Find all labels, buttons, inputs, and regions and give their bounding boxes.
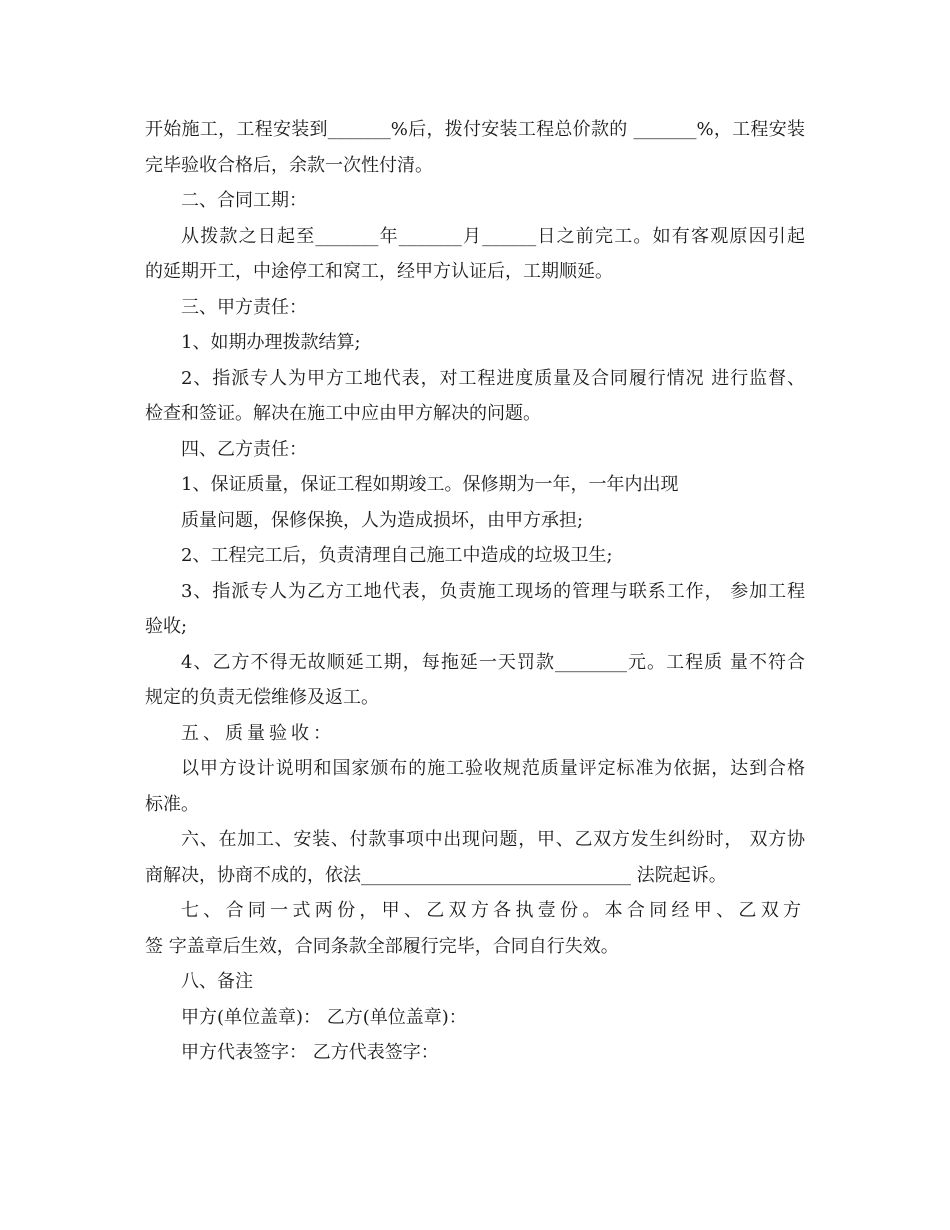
text-line: 商解决，协商不成的，依法______________________________ 法院起诉。 (145, 864, 727, 886)
text-line: 甲方(单位盖章)： 乙方(单位盖章)： (181, 1006, 467, 1028)
text-line: 二、合同工期： (181, 190, 307, 211)
text-line: 以甲方设计说明和国家颁布的施工验收规范质量评定标准为依据，达到合格 (181, 758, 805, 779)
text-line: 开始施工，工程安装到_______%后，拨付安装工程总价款的 _______%，工程安装 (145, 119, 805, 140)
text-line: 3、指派专人为乙方工地代表，负责施工现场的管理与联系工作， 参加工程 (181, 580, 805, 602)
text-line: 标准。 (145, 793, 199, 815)
text-line: 甲方代表签字： 乙方代表签字： (181, 1042, 439, 1063)
text-line: 1、如期办理拨款结算; (181, 332, 361, 353)
text-line: 检查和签证。解决在施工中应由甲方解决的问题。 (145, 403, 541, 424)
text-line: 六、在加工、安装、付款事项中出现问题，甲、乙双方发生纠纷时， 双方协 (181, 829, 805, 850)
text-line: 从拨款之日起至_______年_______月______日之前完工。如有客观原因引起 (181, 225, 805, 247)
text-line: 八、备注 (181, 971, 253, 992)
text-line: 质量问题，保修保换，人为造成损坏，由甲方承担; (181, 509, 584, 531)
text-line: 2、指派专人为甲方工地代表，对工程进度质量及合同履行情况 进行监督、 (181, 367, 805, 389)
text-line: 2、工程完工后，负责清理自己施工中造成的垃圾卫生; (181, 545, 613, 566)
text-line: 的延期开工，中途停工和窝工，经甲方认证后，工期顺延。 (145, 261, 613, 282)
text-line: 规定的负责无偿维修及返工。 (145, 687, 379, 708)
text-line: 五、质量验收： (181, 722, 335, 744)
text-line: 完毕验收合格后，余款一次性付清。 (145, 154, 433, 176)
contract-body (145, 112, 805, 1071)
text-line: 1、保证质量，保证工程如期竣工。保修期为一年，一年内出现 (181, 474, 679, 495)
text-line: 验收; (145, 616, 188, 637)
text-line: 四、乙方责任： (181, 438, 307, 460)
text-line: 七、合同一式两份，甲、乙双方各执壹份。本合同经甲、乙双方 (181, 900, 805, 921)
text-line: 签 字盖章后生效，合同条款全部履行完毕，合同自行失效。 (145, 935, 619, 957)
text-line: 4、乙方不得无故顺延工期，每拖延一天罚款________元。工程质 量不符合 (181, 651, 805, 673)
text-line: 三、甲方责任： (181, 296, 307, 318)
